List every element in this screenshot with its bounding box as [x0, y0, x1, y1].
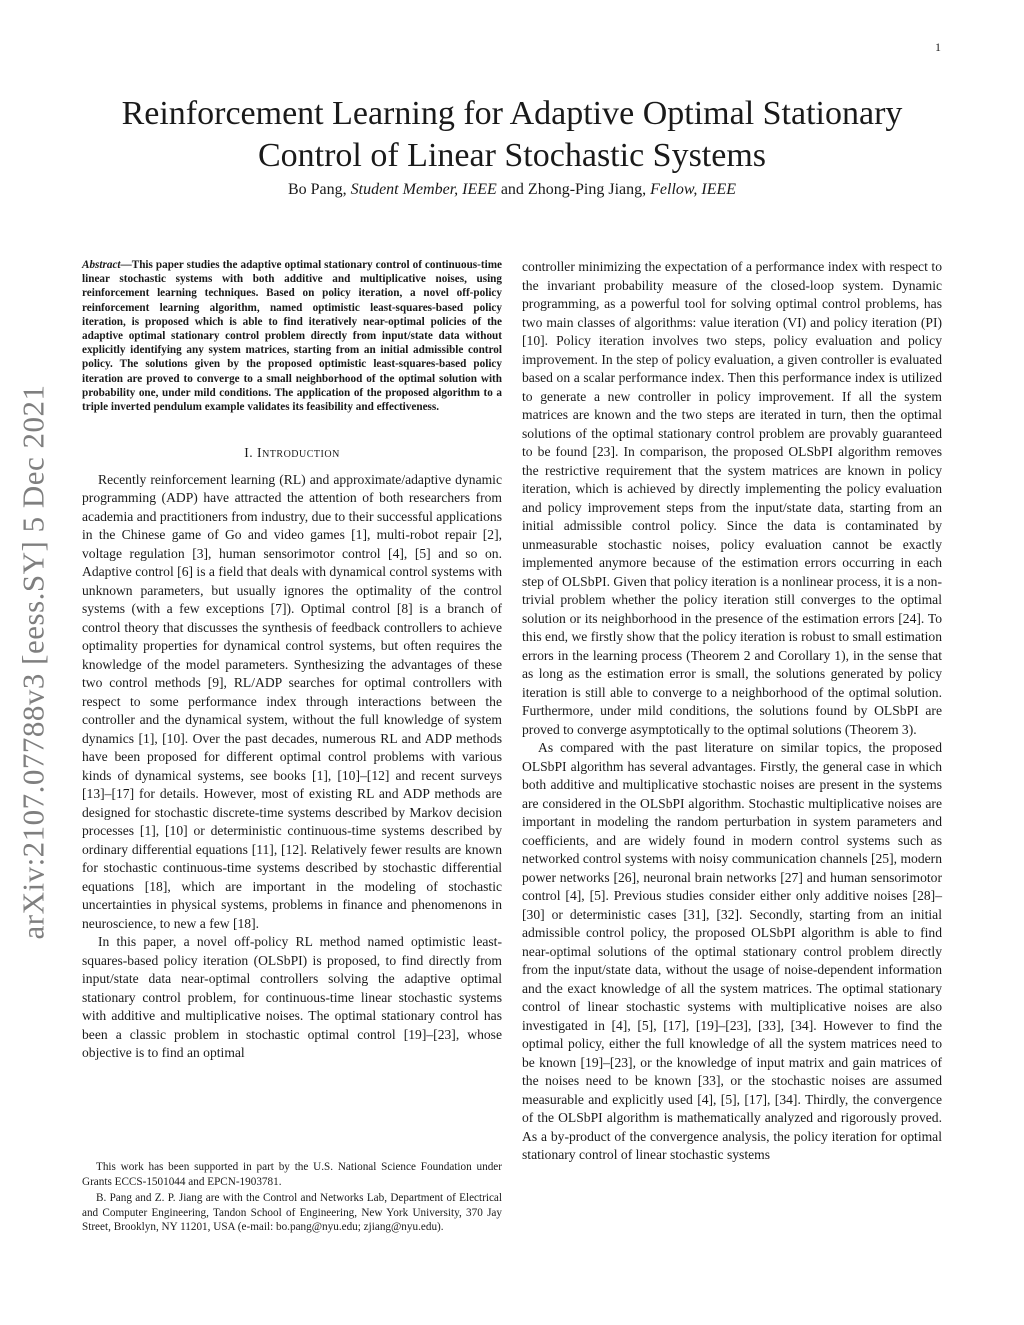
page-number: 1	[935, 40, 941, 54]
abstract	[82, 258, 502, 414]
footnote-funding: This work has been supported in part by the U.S. National Science Foundation under Grants ECCS-1501044 and EPCN-1903781.	[82, 1161, 502, 1188]
title-line-1: Reinforcement Learning for Adaptive Optimal Stationary	[121, 95, 903, 132]
footnote-affiliation: B. Pang and Z. P. Jiang are with the Control and Networks Lab, Department of Electrical and Computer Engineering, Tandon School of Engineering, New York University, 370 Jay Street, Brooklyn, NY 11201, USA (e-mail: bo.pang@nyu.edu; zjiang@nyu.edu).	[82, 1192, 502, 1234]
right-paragraph-1: controller minimizing the expectation of a performance index with respect to the invariant probability measure of the closed-loop system. Dynamic programming, as a powerful tool for solving optimal control problems, has two main classes of algorithms: value iteration (VI) and policy iteration (PI) [10]. Policy iteration involves two steps, policy evaluation and policy improvement. In the step of policy evaluation, a given controller is evaluated based on a scalar performance index. Then this performance index is utilized to generate a new controller in policy improvement. If all the system matrices are known and the two steps are iterated in turn, then the optimal solutions of the optimal stationary control problem are provably guaranteed to be found [23]. In comparison, the proposed OLSbPI algorithm removes the restrictive requirement that the system matrices are known in policy iteration, which is achieved by directly implementing the policy evaluation and policy improvement steps from the input/state data, starting from an initial admissible control policy. Since the data is contaminated by unmeasurable stochastic noises, policy evaluation cannot be exactly implemented anymore because of the estimation errors occurring in each step of OLSbPI. Given that policy iteration is a nonlinear process, it is a non-trivial problem whether the policy iteration still converges to the optimal solution or its neighborhood in the presence of the estimation errors [24]. To this end, we firstly show that the policy iteration is robust to small estimation errors in the learning process (Theorem 2 and Corollary 1), in the sense that as long as the estimation error is small, the solutions generated by policy iteration is still able to converge to a neighborhood of the optimal solution. Furthermore, under mild conditions, the solutions found by OLSbPI are proved to converge asymptotically to the optimal solutions (Theorem 3).	[522, 259, 942, 737]
author-1-role: Student Member, IEEE	[350, 181, 497, 198]
arxiv-id: arXiv:2107.07788v3 [eess.SY] 5 Dec 2021	[16, 384, 51, 940]
intro-paragraph-2: In this paper, a novel off-policy RL method named optimistic least-squares-based policy iteration (OLSbPI) is proposed, to find directly from input/state data near-optimal controllers solving the adaptive optimal stationary control problem, for continuous-time linear stochastic systems with additive and multiplicative noises. The optimal stationary control has been a classic problem in stochastic optimal control [19]–[23], whose objective is to find an optimal	[82, 934, 502, 1061]
section-numeral: I.	[244, 445, 254, 461]
title-line-2: Control of Linear Stochastic Systems	[257, 137, 767, 174]
paper-title	[0, 93, 1024, 177]
right-paragraph-2: As compared with the past literature on similar topics, the proposed OLSbPI algorithm has several advantages. Firstly, the general case in which both additive and multiplicative stochastic noises are present in the systems are considered in the OLSbPI algorithm. Stochastic multiplicative noises are important in modeling the random perturbation in system parameters and coefficients, and are widely found in modern control systems such as networked control systems with noisy communication channels [25], modern power networks [26], neuronal brain networks [27] and human sensorimotor control [4], [5]. Previous studies consider either only additive noises [28]–[30] or deterministic cases [31], [32]. Secondly, starting from an initial admissible control policy, the proposed OLSbPI algorithm is able to find near-optimal solutions of the optimal stationary control problem directly from the input/state data, without the usage of noise-dependent information and the exact knowledge of all the system matrices. The optimal stationary control of linear stochastic systems with multiplicative noises are also investigated in [4], [5], [17], [19]–[23], [33], [34]. However to find the optimal policy, either the full knowledge of all the system matrices need to be known [19]–[23], or the knowledge of input matrix and gain matrices of the noises need to be known [33], or the stochastic noises are assumed measurable and explicitly used [4], [5], [17], [34]. Thirdly, the convergence of the OLSbPI algorithm is mathematically analyzed and rigorously proved. As a by-product of the convergence analysis, the policy iteration for optimal stationary control of linear stochastic systems	[522, 740, 942, 1162]
abstract-label: Abstract	[82, 259, 121, 271]
author-and: and	[500, 181, 524, 198]
author-line	[0, 181, 1024, 199]
abstract-text: —This paper studies the adaptive optimal stationary control of continuous-time linear stochastic systems with both additive and multiplicative noises, using reinforcement learning techniques. Based on policy iteration, a novel off-policy reinforcement learning algorithm, named optimistic least-squares-based policy iteration, is proposed which is able to find iteratively near-optimal policies of the adaptive optimal stationary control problem directly from input/state data without explicitly identifying any system matrices, starting from an initial admissible control policy. The solutions given by the proposed optimistic least-squares-based policy iteration are proved to converge to a small neighborhood of the optimal solution with probability one, under mild conditions. The application of the proposed algorithm to a triple inverted pendulum example validates its feasibility and effectiveness.	[82, 259, 502, 414]
right-column	[522, 258, 942, 1165]
intro-paragraph-1: Recently reinforcement learning (RL) and approximate/adaptive dynamic programming (ADP) have attracted the attention of both researchers from academia and practitioners from industry, due to their successful applications in the Chinese game of Go and video games [1], multi-robot repair [2], voltage regulation [3], human sensorimotor control [4], [5] and so on. Adaptive control [6] is a field that deals with dynamical control systems with unknown parameters, but usually ignores the optimality of the control systems (with a few exceptions [7]). Optimal control [8] is a branch of control theory that discusses the synthesis of feedback controllers to achieve optimality properties for dynamical control systems, but often requires the knowledge of the model parameters. Synthesizing the advantages of these two control methods [9], RL/ADP searches for optimal controllers with respect to some performance index through interactions between the controller and the dynamical system, without the full knowledge of system dynamics [1], [10]. Over the past decades, numerous RL and ADP methods have been proposed for different optimal control problems with various kinds of dynamical systems, see books [1], [10]–[12] and recent surveys [13]–[17] for details. However, most of existing RL and ADP methods are designed for stochastic discrete-time systems described by Markov decision processes [1], [10] or deterministic continuous-time systems described by ordinary differential equations [11], [12]. Relatively fewer results are known for stochastic continuous-time systems described by stochastic differential equations [18], which are important in the modeling of stochastic uncertainties in physical systems, problems in finance and phenomenons in neuroscience, to new a few [18].	[82, 471, 502, 931]
arxiv-stamp	[4, 352, 64, 972]
author-2-role: Fellow, IEEE	[650, 181, 737, 198]
section-title: Introduction	[257, 445, 340, 461]
left-column	[82, 258, 502, 1063]
author-1: Bo Pang,	[287, 181, 347, 198]
section-heading-introduction	[82, 444, 502, 463]
footnotes	[82, 1160, 502, 1237]
author-2: Zhong-Ping Jiang,	[527, 181, 647, 198]
